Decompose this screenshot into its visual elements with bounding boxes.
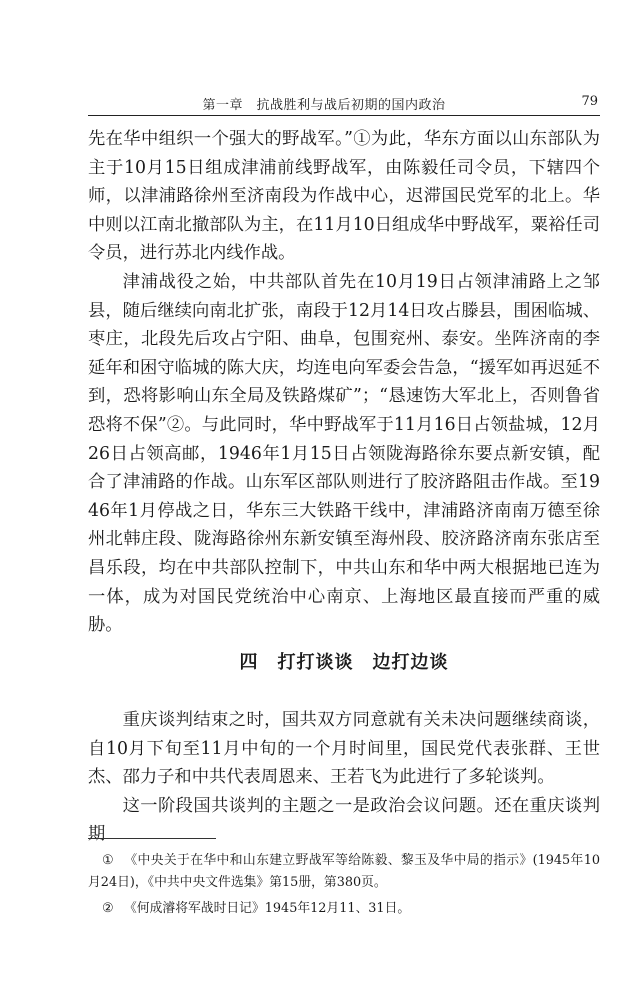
header-rule xyxy=(88,115,600,116)
footnotes xyxy=(88,850,600,924)
footnote-text: 《中央关于在华中和山东建立野战军等给陈毅、黎玉及华中局的指示》(1945年10月24日)，《中共中央文件选集》第15册，第380页。 xyxy=(88,853,600,890)
paragraph-chongqing-talks: 重庆谈判结束之时，国共双方同意就有关未决问题继续商谈，自10月下旬至11月中旬的一个月时间里，国民党代表张群、王世杰、邵力子和中共代表周恩来、王若飞为此进行了多轮谈判。 xyxy=(88,710,600,788)
footnote-text: 《何成濬将军战时日记》1945年12月11、31日。 xyxy=(124,901,411,916)
page-number: 79 xyxy=(581,94,598,109)
running-header xyxy=(88,86,600,116)
footnote xyxy=(88,898,600,920)
section-body xyxy=(88,706,600,849)
footnote-rule xyxy=(88,838,216,839)
footnote-marker: ① xyxy=(102,853,114,868)
footnote xyxy=(88,850,600,894)
paragraph-jinpu-campaign: 津浦战役之始，中共部队首先在10月19日占领津浦路上之邹县，随后继续向南北扩张，南段于12月14日攻占滕县，围困临城、枣庄，北段先后攻占宁阳、曲阜，包围兖州、泰安。坐阵济南的李延年和困守临城的陈大庆，均连电向军委会告急，“援军如再迟延不到，恐将影响山东全局及铁路煤矿”；“恳速饬大军北上，否则鲁省恐将不保”②。与此同时，华中野战军于11月16日占领盐城，12月26日占领高邮，1946年1月15日占领陇海路徐东要点新安镇，配合了津浦路的作战。山东军区部队则进行了胶济路阻击作战。至1946年1月停战之日，华东三大铁路干线中，津浦路济南南万德至徐州北韩庄段、陇海路徐州东新安镇至海州段、胶济路济南东张店至昌乐段，均在中共部队控制下，中共山东和华中两大根据地已连为一体，成为对国民党统治中心南京、上海地区最直接而严重的威胁。 xyxy=(88,271,600,636)
footnote-marker: ② xyxy=(102,901,114,916)
section-heading: 四 打打谈谈 边打边谈 xyxy=(239,652,449,673)
chapter-title: 第一章 抗战胜利与战后初期的国内政治 xyxy=(202,98,446,113)
paragraph-political-conference: 这一阶段国共谈判的主题之一是政治会议问题。还在重庆谈判期 xyxy=(88,795,600,845)
body-text xyxy=(88,125,600,640)
paragraph-continued: 先在华中组织一个强大的野战军。”①为此，华东方面以山东部队为主于10月15日组成津浦前线野战军，由陈毅任司令员，下辖四个师，以津浦路徐州至济南段为作战中心，迟滞国民党军的北上。华中则以江南北撤部队为主，在11月10日组成华中野战军，粟裕任司令员，进行苏北内线作战。 xyxy=(88,129,600,264)
